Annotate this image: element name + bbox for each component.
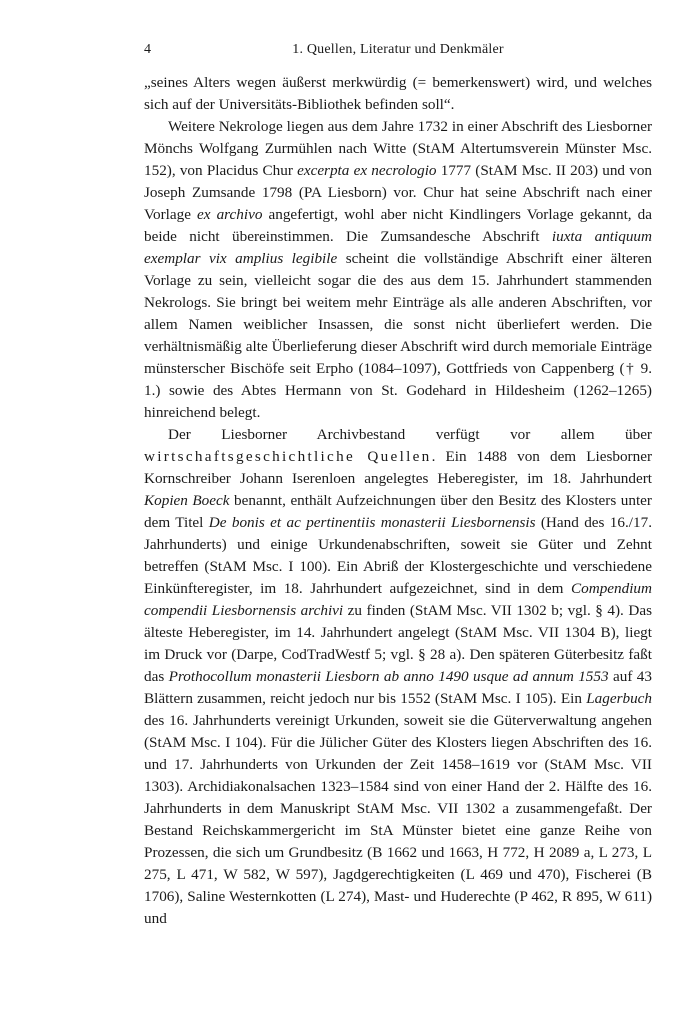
text-run: auf 43 Blättern zusammen, reicht jedoch nur bis 1552 (StAM Msc. I 105). Ein [144, 668, 652, 707]
running-title: 1. Quellen, Literatur und Denkmäler [292, 42, 504, 57]
paragraph [144, 116, 652, 424]
italic-text: Compendium compendii Liesbornensis archivi [144, 580, 652, 619]
text-run: 1777 (StAM Msc. II 203) und von Joseph Zumsande 1798 (PA Liesborn) vor. Chur hat seine Abschrift nach einer Vorlage [144, 162, 653, 223]
page-header [144, 42, 652, 62]
body-text [144, 72, 652, 930]
text-run: des 16. Jahrhunderts vereinigt Urkunden, soweit sie die Güterverwaltung angehen (StAM Msc. I 104). Für die Jülicher Güter des Klosters liegen Abschriften des 16. und 17. Jahrhunderts von Urkunden der Zeit 1458–1619 vor (StAM Msc. VII 1303). Archidiakonalsachen 1323–1584 sind von einer Hand der 2. Hälfte des 16. Jahrhunderts in dem Manuskript StAM Msc. VII 1302 a zusammengefaßt. Der Bestand Reichskammergericht im StA Münster bietet eine ganze Reihe von Prozessen, die sich um Grundbesitz (B 1662 und 1663, H 772, H 2089 a, L 273, L 275, L 471, W 582, W 597), Jagdgerechtigkeiten (L 469 und 470), Fischerei (B 1706), Saline Westernkotten (L 274), Mast- und Huderechte (P 462, R 895, W 611) und [144, 712, 652, 927]
text-run: Der Liesborner Archivbestand verfügt vor allem über [168, 426, 652, 443]
text-run: . Ein 1488 von dem Liesborner Kornschreiber Johann Iserenloen angelegtes Heberegister, im 18. Jahrhundert [144, 448, 652, 487]
text-run: Weitere Nekrologe liegen aus dem Jahre 1732 in einer Abschrift des Liesborner Mönchs Wolfgang Zurmühlen nach Witte (StAM Altertumsverein Münster Msc. 152), von Placidus Chur [144, 118, 652, 179]
text-run: scheint die vollständige Abschrift einer älteren Vorlage zu sein, vielleicht sogar die des aus dem 15. Jahrhundert stammenden Nekrologs. Sie bringt bei weitem mehr Einträge als alle anderen Abschriften, vor allem Namen weiblicher Insassen, die sonst nicht überliefert werden. Die verhältnismäßig alte Überlieferung dieser Abschrift wird durch memoriale Einträge münsterscher Bischöfe seit Erpho (1084–1097), Gottfrieds von Cappenberg († 9. 1.) sowie des Abtes Hermann von St. Godehard in Hildesheim (1262–1265) hinreichend belegt. [144, 250, 652, 421]
italic-text: ex archivo [197, 206, 263, 223]
text-run: (Hand des 16./17. Jahrhunderts) und einige Urkundenabschriften, soweit sie Güter und Zehnt betreffen (StAM Msc. I 100). Ein Abriß der Klostergeschichte und verschiedene Einkünfteregister, im 18. Jahrhundert aufgezeichnet, sind in dem [144, 514, 652, 597]
text-run: angefertigt, wohl aber nicht Kindlingers Vorlage gekannt, da beide nicht übereinstimmen. Die Zumsandesche Abschrift [144, 206, 652, 245]
italic-text: excerpta ex necrologio [297, 162, 437, 179]
paragraph [144, 72, 652, 116]
paragraph [144, 424, 652, 930]
italic-text: Prothocollum monasterii Liesborn ab anno 1490 usque ad annum 1553 [168, 668, 609, 685]
text-run: benannt, enthält Aufzeichnungen über den Besitz des Klosters unter dem Titel [144, 492, 652, 531]
italic-text: Kopien Boeck [144, 492, 230, 509]
spaced-emphasis-text: wirtschaftsgeschichtliche Quellen [144, 448, 432, 465]
italic-text: iuxta antiquum exemplar vix amplius legibile [144, 228, 652, 267]
italic-text: De bonis et ac pertinentiis monasterii Liesbornensis [208, 514, 536, 531]
text-run: „seines Alters wegen äußerst merkwürdig (= bemerkenswert) wird, und welches sich auf der Universitäts-Bibliothek befinden soll“. [144, 74, 652, 113]
italic-text: Lagerbuch [586, 690, 652, 707]
page-number: 4 [144, 42, 151, 57]
text-run: zu finden (StAM Msc. VII 1302 b; vgl. § 4). Das älteste Heberegister, im 14. Jahrhundert angelegt (StAM Msc. VII 1304 B), liegt im Druck vor (Darpe, CodTradWestf 5; vgl. § 28 a). Den späteren Güterbesitz faßt das [144, 602, 652, 685]
